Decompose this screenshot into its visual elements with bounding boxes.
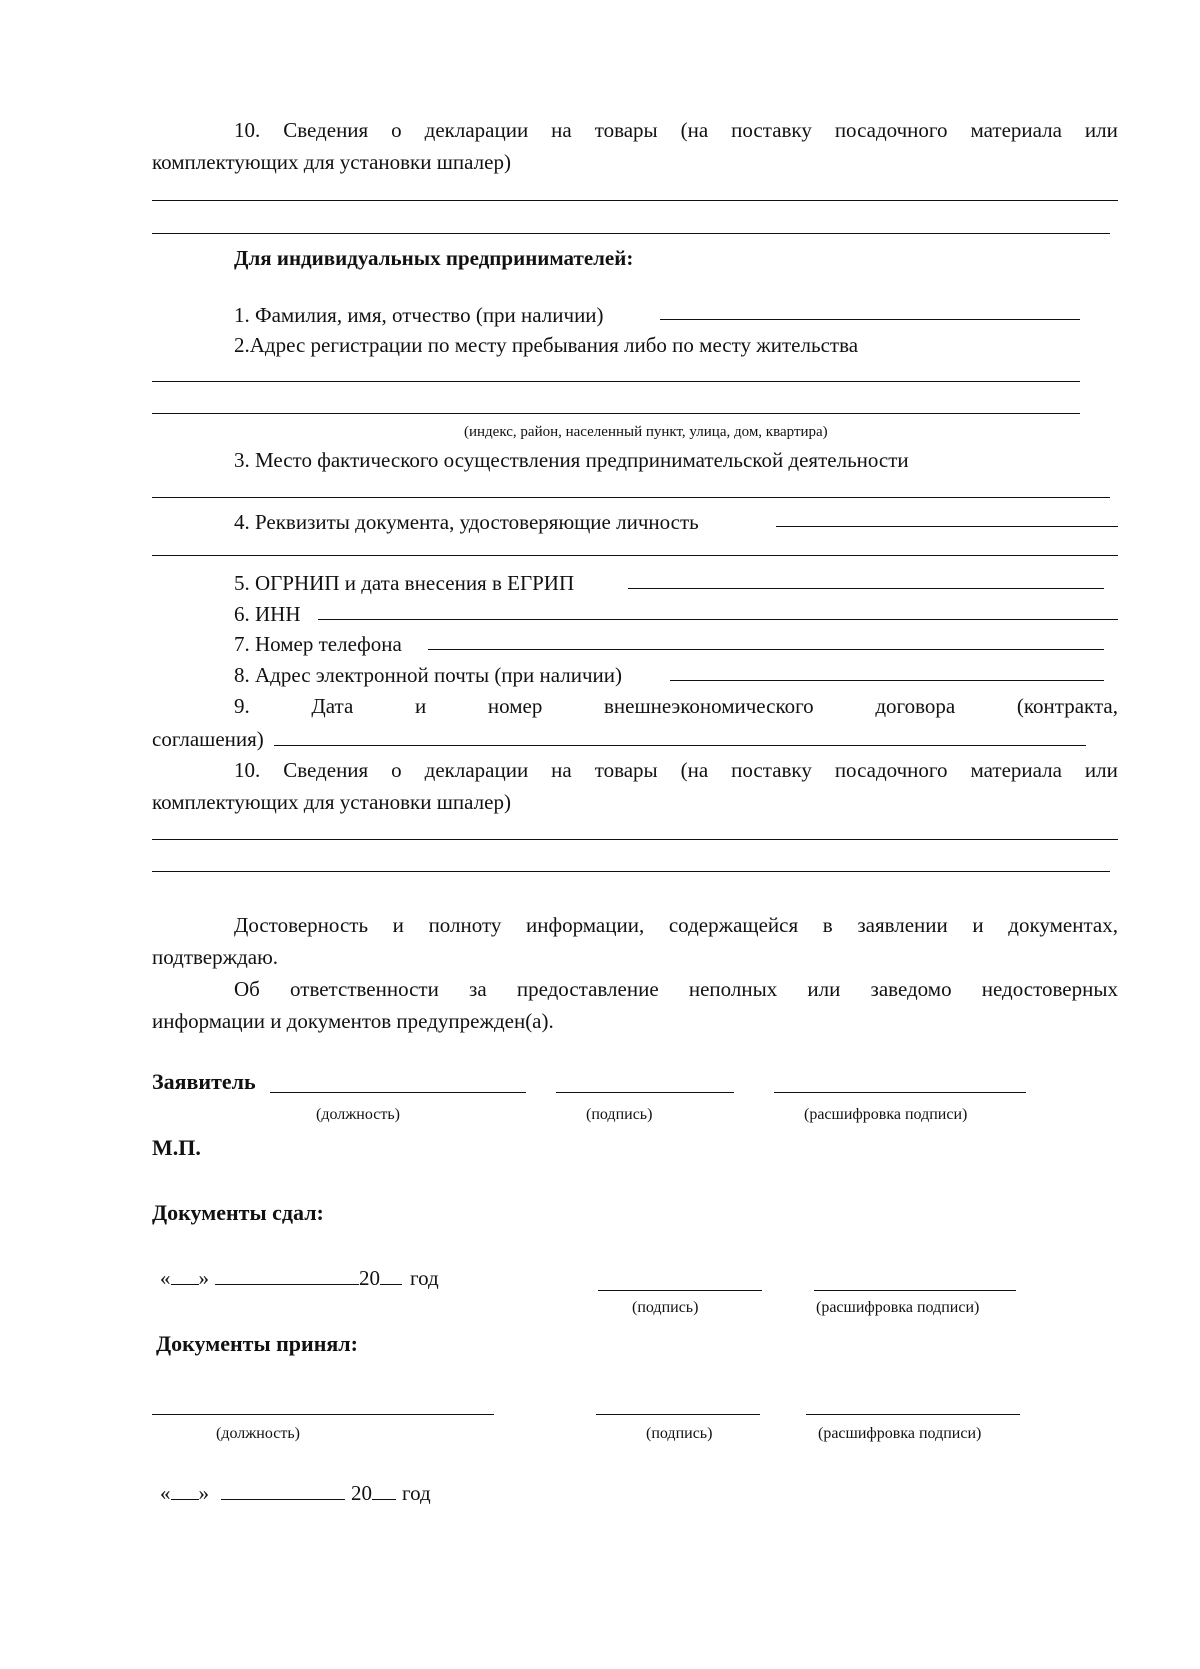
submitted-quote-open: « bbox=[160, 1266, 171, 1290]
accepted-signature-field[interactable] bbox=[596, 1414, 760, 1415]
justified-word: предоставление bbox=[516, 977, 659, 1001]
justified-word: и bbox=[414, 694, 427, 718]
ip-item5-label: 5. ОГРНИП и дата внесения в ЕГРИП bbox=[234, 571, 575, 595]
justified-word: информации, bbox=[526, 913, 645, 937]
justified-word: договора bbox=[875, 694, 956, 718]
applicant-signature-caption: (подпись) bbox=[586, 1106, 653, 1123]
accepted-quote-open: « bbox=[160, 1481, 171, 1505]
ip-item10-field-line2[interactable] bbox=[152, 871, 1110, 872]
justified-word: Сведения bbox=[283, 118, 369, 142]
justified-word: (контракта, bbox=[1016, 694, 1118, 718]
ip-item6-label: 6. ИНН bbox=[234, 602, 301, 626]
justified-word: или bbox=[807, 977, 841, 1001]
justified-word: 10. bbox=[234, 758, 261, 782]
ip-item4-label: 4. Реквизиты документа, удостоверяющие личность bbox=[234, 510, 699, 534]
ip-item10-field-line1[interactable] bbox=[152, 839, 1118, 840]
ip-item2-field-line1[interactable] bbox=[152, 381, 1080, 382]
accepted-heading: Документы принял: bbox=[156, 1331, 358, 1356]
justified-word: Об bbox=[234, 977, 260, 1001]
ip-item8-field[interactable] bbox=[670, 680, 1104, 681]
submitted-quote-close: » bbox=[198, 1266, 209, 1290]
justified-word: в bbox=[822, 913, 833, 937]
justified-word: на bbox=[551, 758, 572, 782]
justified-word: содержащейся bbox=[668, 913, 799, 937]
ip-item2-caption: (индекс, район, населенный пункт, улица, дом, квартира) bbox=[464, 424, 828, 440]
confirmation-p1-line2: подтверждаю. bbox=[152, 945, 279, 969]
accepted-year-prefix: 20 bbox=[351, 1481, 372, 1505]
justified-word: (на bbox=[680, 758, 709, 782]
top-item10-field-line2[interactable] bbox=[152, 233, 1110, 234]
justified-word: (на bbox=[680, 118, 709, 142]
ip-item3-label: 3. Место фактического осуществления предпринимательской деятельности bbox=[234, 448, 909, 472]
justified-word: и bbox=[972, 913, 984, 937]
accepted-signature-caption: (подпись) bbox=[646, 1425, 713, 1442]
ip-item8-label: 8. Адрес электронной почты (при наличии) bbox=[234, 663, 623, 687]
ip-item10-line2: комплектующих для установки шпалер) bbox=[152, 790, 511, 814]
justified-word: Дата bbox=[311, 694, 354, 718]
stamp-label: М.П. bbox=[152, 1135, 201, 1160]
submitted-day-field[interactable] bbox=[171, 1264, 199, 1285]
justified-word: ответственности bbox=[290, 977, 439, 1001]
justified-word: или bbox=[1084, 758, 1118, 782]
accepted-date bbox=[160, 1479, 431, 1507]
justified-word: недостоверных bbox=[981, 977, 1118, 1001]
justified-word: декларации bbox=[424, 758, 529, 782]
justified-word: и bbox=[392, 913, 404, 937]
applicant-position-field[interactable] bbox=[270, 1092, 526, 1093]
submitted-decryption-caption: (расшифровка подписи) bbox=[816, 1299, 980, 1316]
applicant-label: Заявитель bbox=[152, 1069, 256, 1094]
submitted-year-field[interactable] bbox=[380, 1264, 402, 1285]
ip-item2-field-line2[interactable] bbox=[152, 413, 1080, 414]
top-item10-line2: комплектующих для установки шпалер) bbox=[152, 150, 511, 174]
applicant-position-caption: (должность) bbox=[316, 1106, 400, 1123]
confirmation-p1-line1 bbox=[234, 911, 1118, 939]
justified-word: товары bbox=[594, 758, 658, 782]
justified-word: Сведения bbox=[283, 758, 369, 782]
justified-word: 9. bbox=[234, 694, 250, 718]
justified-word: внешнеэкономического bbox=[604, 694, 814, 718]
ip-item9-line2: соглашения) bbox=[152, 727, 264, 751]
justified-word: за bbox=[469, 977, 487, 1001]
ip-item7-field[interactable] bbox=[428, 649, 1104, 650]
justified-word: на bbox=[551, 118, 572, 142]
submitted-decryption-field[interactable] bbox=[814, 1290, 1016, 1291]
submitted-date bbox=[160, 1264, 439, 1292]
justified-word: полноту bbox=[428, 913, 502, 937]
ip-item9-line1 bbox=[234, 692, 1118, 720]
submitted-year-word: год bbox=[410, 1266, 439, 1290]
ip-item9-field[interactable] bbox=[274, 745, 1086, 746]
top-item10-line1 bbox=[234, 116, 1118, 144]
submitted-month-field[interactable] bbox=[215, 1264, 359, 1285]
justified-word: товары bbox=[594, 118, 658, 142]
justified-word: материала bbox=[970, 758, 1062, 782]
justified-word: декларации bbox=[424, 118, 529, 142]
accepted-quote-close: » bbox=[198, 1481, 209, 1505]
ip-item1-field[interactable] bbox=[660, 319, 1080, 320]
justified-word: посадочного bbox=[834, 118, 948, 142]
justified-word: номер bbox=[487, 694, 543, 718]
applicant-decryption-field[interactable] bbox=[774, 1092, 1026, 1093]
ip-item4-field-line1[interactable] bbox=[776, 526, 1118, 527]
justified-word: неполных bbox=[688, 977, 778, 1001]
confirmation-p2-line2: информации и документов предупрежден(а). bbox=[152, 1009, 554, 1033]
ip-item1-label: 1. Фамилия, имя, отчество (при наличии) bbox=[234, 303, 604, 327]
ip-item5-field[interactable] bbox=[628, 588, 1104, 589]
justified-word: поставку bbox=[731, 758, 812, 782]
justified-word: заведомо bbox=[870, 977, 952, 1001]
confirmation-p2-line1 bbox=[234, 975, 1118, 1003]
justified-word: посадочного bbox=[834, 758, 948, 782]
accepted-position-field[interactable] bbox=[152, 1414, 494, 1415]
justified-word: о bbox=[391, 758, 402, 782]
accepted-month-field[interactable] bbox=[221, 1479, 345, 1500]
justified-word: заявлении bbox=[857, 913, 948, 937]
accepted-day-field[interactable] bbox=[171, 1479, 199, 1500]
justified-word: 10. bbox=[234, 118, 261, 142]
accepted-decryption-caption: (расшифровка подписи) bbox=[818, 1425, 982, 1442]
submitted-year-prefix: 20 bbox=[359, 1266, 380, 1290]
justified-word: о bbox=[391, 118, 402, 142]
justified-word: или bbox=[1084, 118, 1118, 142]
submitted-signature-field[interactable] bbox=[598, 1290, 762, 1291]
applicant-signature-field[interactable] bbox=[556, 1092, 734, 1093]
accepted-position-caption: (должность) bbox=[216, 1425, 300, 1442]
accepted-year-word: год bbox=[402, 1481, 431, 1505]
submitted-heading: Документы сдал: bbox=[152, 1200, 324, 1225]
justified-word: Достоверность bbox=[234, 913, 369, 937]
ip-heading: Для индивидуальных предпринимателей: bbox=[234, 246, 634, 270]
submitted-signature-caption: (подпись) bbox=[632, 1299, 699, 1316]
accepted-decryption-field[interactable] bbox=[806, 1414, 1020, 1415]
ip-item2-label: 2.Адрес регистрации по месту пребывания либо по месту жительства bbox=[234, 333, 859, 357]
applicant-decryption-caption: (расшифровка подписи) bbox=[804, 1106, 968, 1123]
ip-item4-field-line2[interactable] bbox=[152, 555, 1118, 556]
ip-item3-field[interactable] bbox=[152, 497, 1110, 498]
ip-item10-line1 bbox=[234, 756, 1118, 784]
top-item10-field-line1[interactable] bbox=[152, 200, 1118, 201]
justified-word: материала bbox=[970, 118, 1062, 142]
justified-word: поставку bbox=[731, 118, 812, 142]
justified-word: документах, bbox=[1008, 913, 1118, 937]
ip-item6-field[interactable] bbox=[318, 619, 1118, 620]
ip-item7-label: 7. Номер телефона bbox=[234, 632, 402, 656]
accepted-year-field[interactable] bbox=[372, 1479, 396, 1500]
